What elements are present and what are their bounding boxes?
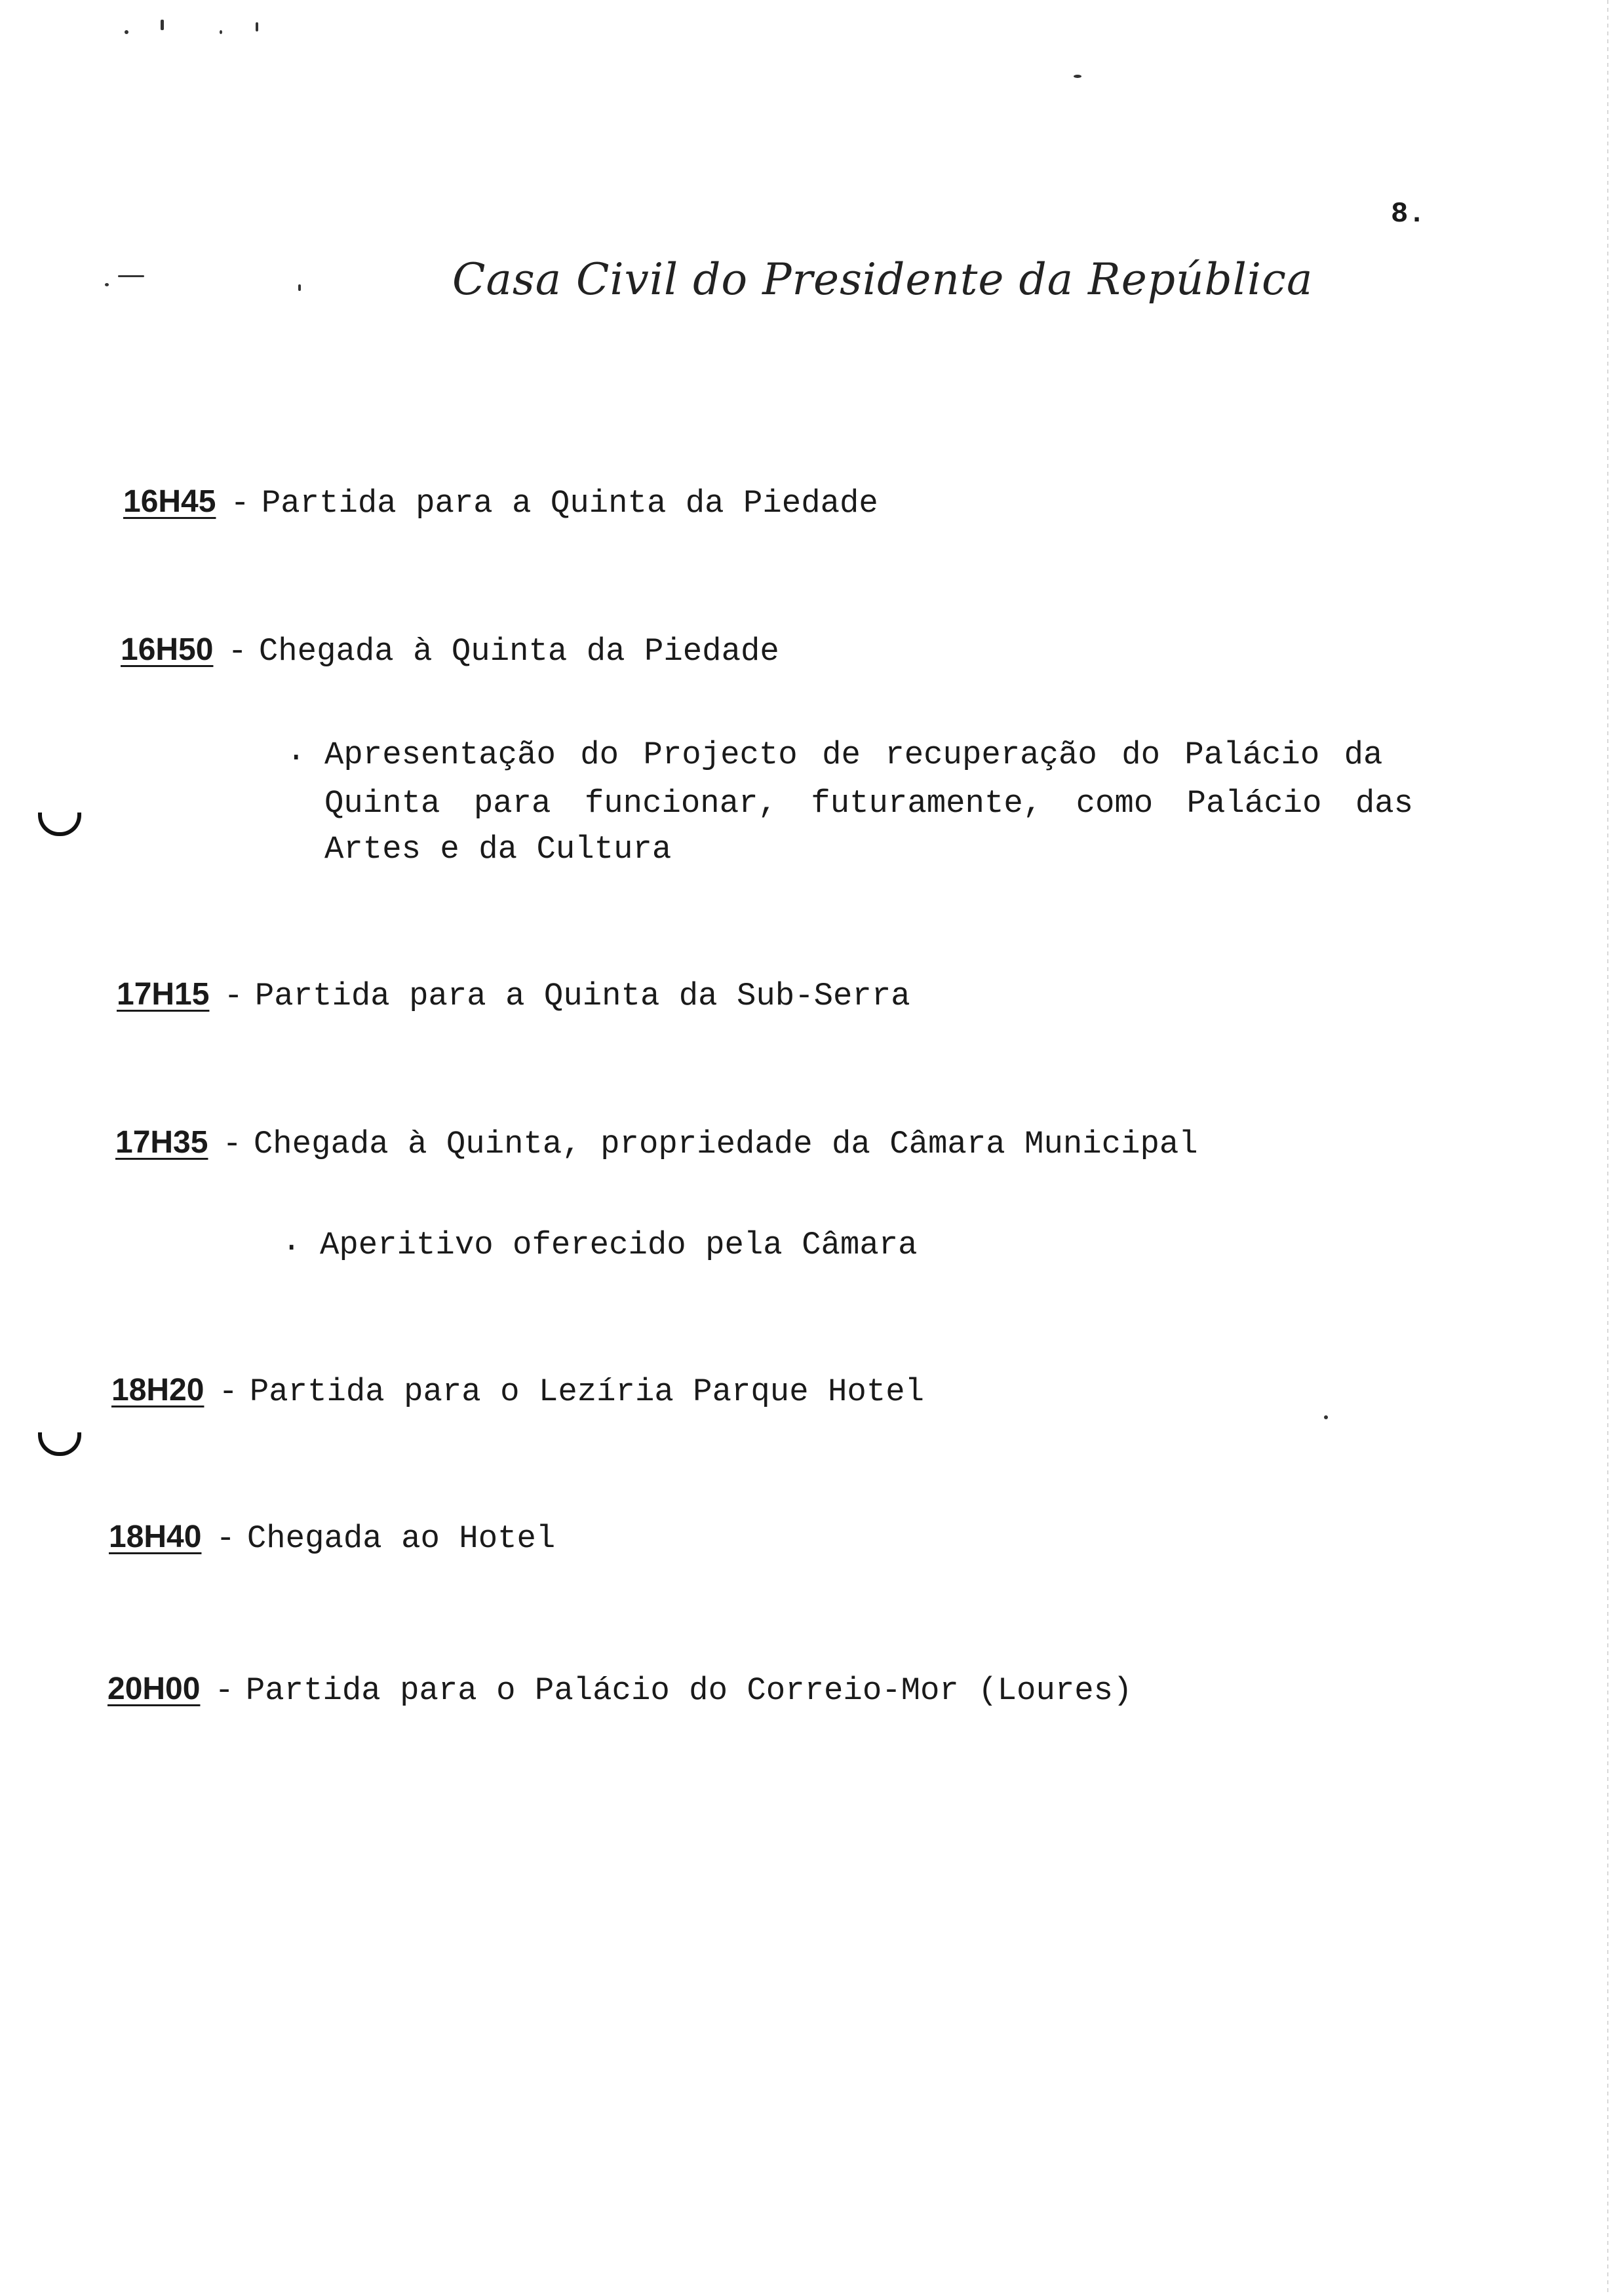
bullet-dot: . xyxy=(286,733,306,769)
letterhead: Casa Civil do Presidente da República xyxy=(452,254,1313,305)
page-edge xyxy=(1607,0,1608,2296)
entry-text: Partida para a Quinta da Sub-Serra xyxy=(254,978,910,1014)
scan-speck xyxy=(298,284,301,291)
detail-line: Apresentação do Projecto de recuperação do Palácio da xyxy=(324,737,1383,773)
scan-speck xyxy=(220,30,222,34)
scan-speck xyxy=(105,283,109,286)
detail-line: Aperitivo oferecido pela Câmara xyxy=(320,1227,918,1263)
entry-time: 16H50 xyxy=(121,632,214,667)
scan-speck xyxy=(161,20,164,30)
entry-text: Partida para a Quinta da Piedade xyxy=(261,485,878,522)
entry-text: Partida para o Palácio do Correio-Mor (Loures) xyxy=(245,1672,1133,1709)
schedule-entry: 18H40 - Chegada ao Hotel xyxy=(109,1520,556,1557)
entry-time: 20H00 xyxy=(107,1672,201,1706)
binding-mark xyxy=(38,1432,81,1456)
page-number: 8. xyxy=(1391,198,1426,231)
bullet-dot: . xyxy=(282,1223,302,1259)
schedule-entry: 20H00 - Partida para o Palácio do Correio-Mor (Loures) xyxy=(107,1672,1133,1709)
scan-speck xyxy=(118,275,144,277)
detail-line: Quinta para funcionar, futuramente, como Palácio das xyxy=(324,785,1414,822)
entry-text: Chegada ao Hotel xyxy=(246,1520,556,1557)
entry-time: 17H35 xyxy=(115,1125,208,1160)
scan-speck xyxy=(256,22,258,31)
schedule-entry: 18H20 - Partida para o Lezíria Parque Hotel xyxy=(111,1373,925,1410)
schedule-entry: 16H50 - Chegada à Quinta da Piedade xyxy=(121,632,779,670)
entry-time: 18H20 xyxy=(111,1373,204,1407)
schedule-entry: 17H35 - Chegada à Quinta, propriedade da Câmara Municipal xyxy=(115,1125,1198,1162)
entry-text: Chegada à Quinta da Piedade xyxy=(258,633,779,670)
schedule-entry: 16H45 - Partida para a Quinta da Piedade xyxy=(123,484,878,522)
binding-mark xyxy=(38,813,81,836)
entry-time: 16H45 xyxy=(123,484,216,519)
entry-time: 18H40 xyxy=(109,1520,202,1554)
entry-text: Partida para o Lezíria Parque Hotel xyxy=(249,1373,925,1410)
detail-line: Artes e da Cultura xyxy=(324,831,672,868)
scan-speck xyxy=(1324,1415,1328,1419)
schedule-entry: 17H15 - Partida para a Quinta da Sub-Serra xyxy=(117,977,910,1014)
entry-text: Chegada à Quinta, propriedade da Câmara Municipal xyxy=(253,1126,1198,1162)
scan-speck xyxy=(125,30,128,34)
entry-time: 17H15 xyxy=(117,977,210,1012)
scan-speck xyxy=(1074,75,1081,78)
